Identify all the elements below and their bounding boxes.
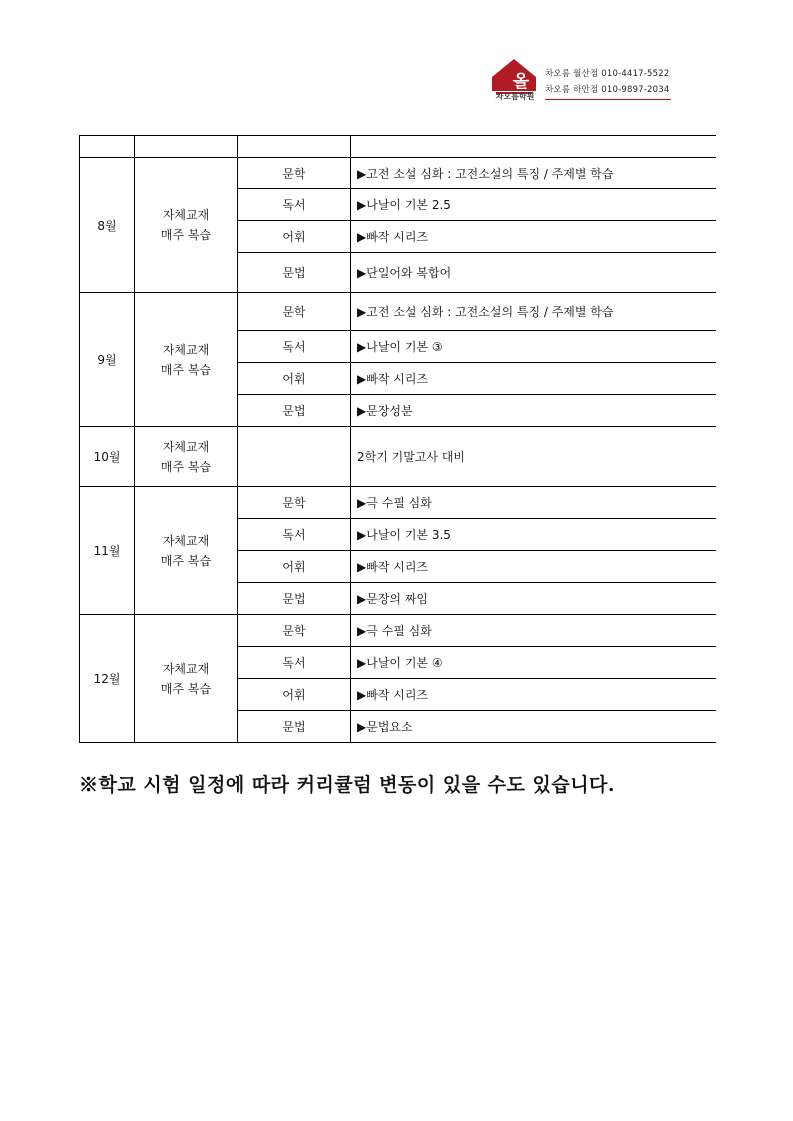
topic-cell: ▶나날이 기본 2.5 bbox=[351, 189, 716, 221]
subject-cell: 어휘 bbox=[238, 551, 351, 583]
table-row bbox=[80, 487, 716, 519]
header-cell bbox=[238, 136, 351, 158]
textbook-line: 자체교재 bbox=[162, 533, 210, 548]
subject-cell: 독서 bbox=[238, 647, 351, 679]
subject-cell: 어휘 bbox=[238, 221, 351, 253]
topic-cell: ▶나날이 기본 ④ bbox=[351, 647, 716, 679]
subject-cell: 문법 bbox=[238, 253, 351, 293]
textbook-cell bbox=[135, 487, 238, 615]
subject-cell: 어휘 bbox=[238, 363, 351, 395]
textbook-line: 자체교재 bbox=[162, 342, 210, 357]
topic-cell: ▶문법요소 bbox=[351, 711, 716, 743]
subject-cell: 문법 bbox=[238, 711, 351, 743]
schedule-change-note: ※학교 시험 일정에 따라 커리큘럼 변동이 있을 수도 있습니다. bbox=[79, 774, 616, 796]
branch-wolsan: 차오름 월산점 010-4417-5522 bbox=[545, 69, 670, 79]
topic-cell: ▶나날이 기본 ③ bbox=[351, 331, 716, 363]
textbook-line: 매주 복습 bbox=[160, 459, 212, 474]
subject-cell bbox=[238, 427, 351, 487]
topic-cell: ▶극 수필 심화 bbox=[351, 615, 716, 647]
topic-cell: ▶빠작 시리즈 bbox=[351, 363, 716, 395]
table-row bbox=[80, 293, 716, 331]
topic-cell: ▶문장성분 bbox=[351, 395, 716, 427]
textbook-line: 매주 복습 bbox=[160, 362, 212, 377]
textbook-line: 자체교재 bbox=[162, 208, 210, 222]
subject-cell: 문학 bbox=[238, 293, 351, 331]
subject-cell: 독서 bbox=[238, 331, 351, 363]
header-cell bbox=[351, 136, 716, 158]
textbook-cell bbox=[135, 427, 238, 487]
subject-cell: 문학 bbox=[238, 158, 351, 189]
month-cell: 9월 bbox=[80, 293, 135, 427]
month-cell: 12월 bbox=[80, 615, 135, 743]
header-cell bbox=[80, 136, 135, 158]
svg-text:올: 올 bbox=[512, 72, 530, 92]
textbook-line: 매주 복습 bbox=[160, 228, 212, 242]
textbook-cell bbox=[135, 615, 238, 743]
curriculum-table bbox=[79, 135, 716, 743]
month-cell: 8월 bbox=[80, 158, 135, 293]
textbook-line: 매주 복습 bbox=[160, 553, 212, 568]
subject-cell: 독서 bbox=[238, 189, 351, 221]
topic-cell: ▶고전 소설 심화 : 고전소설의 특징 / 주제별 학습 bbox=[351, 158, 716, 189]
header-cell bbox=[135, 136, 238, 158]
topic-cell: ▶고전 소설 심화 : 고전소설의 특징 / 주제별 학습 bbox=[351, 293, 716, 331]
month-cell: 10월 bbox=[80, 427, 135, 487]
subject-cell: 어휘 bbox=[238, 679, 351, 711]
topic-cell: ▶빠작 시리즈 bbox=[351, 679, 716, 711]
table-header-row bbox=[80, 136, 716, 158]
textbook-line: 매주 복습 bbox=[160, 681, 212, 696]
logo-caption: 차오름학원 bbox=[495, 92, 535, 101]
table-row bbox=[80, 615, 716, 647]
topic-cell: ▶빠작 시리즈 bbox=[351, 221, 716, 253]
branch-contacts bbox=[545, 66, 671, 98]
table-row bbox=[80, 427, 716, 487]
branch-haan: 차오름 하안점 010-9897-2034 bbox=[545, 85, 670, 95]
branch-underline bbox=[545, 99, 671, 100]
topic-cell: 2학기 기말고사 대비 bbox=[351, 427, 716, 487]
subject-cell: 독서 bbox=[238, 519, 351, 551]
topic-cell: ▶극 수필 심화 bbox=[351, 487, 716, 519]
topic-cell: ▶단일어와 복합어 bbox=[351, 253, 716, 293]
table-row bbox=[80, 158, 716, 189]
textbook-line: 자체교재 bbox=[162, 439, 210, 454]
subject-cell: 문법 bbox=[238, 395, 351, 427]
textbook-line: 자체교재 bbox=[162, 661, 210, 676]
subject-cell: 문법 bbox=[238, 583, 351, 615]
textbook-cell bbox=[135, 293, 238, 427]
topic-cell: ▶문장의 짜임 bbox=[351, 583, 716, 615]
topic-cell: ▶나날이 기본 3.5 bbox=[351, 519, 716, 551]
textbook-cell bbox=[135, 158, 238, 293]
topic-cell: ▶빠작 시리즈 bbox=[351, 551, 716, 583]
subject-cell: 문학 bbox=[238, 487, 351, 519]
month-cell: 11월 bbox=[80, 487, 135, 615]
subject-cell: 문학 bbox=[238, 615, 351, 647]
